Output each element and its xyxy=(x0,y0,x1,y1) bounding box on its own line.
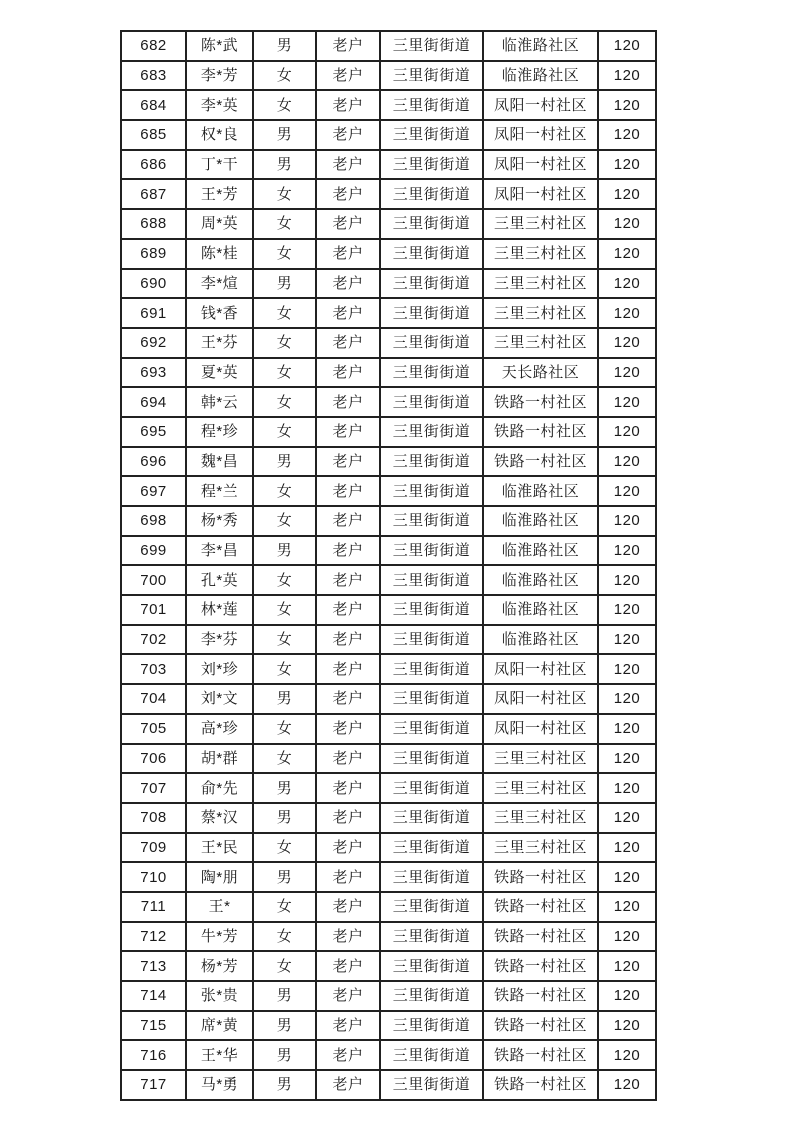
community-cell: 三里三村社区 xyxy=(483,328,598,358)
community-cell: 临淮路社区 xyxy=(483,506,598,536)
row-number-cell: 711 xyxy=(121,892,186,922)
community-cell: 凤阳一村社区 xyxy=(483,90,598,120)
street-cell: 三里街街道 xyxy=(380,120,483,150)
row-number-cell: 700 xyxy=(121,565,186,595)
household-type-cell: 老户 xyxy=(316,565,380,595)
table-row xyxy=(121,90,656,120)
name-cell: 李*芳 xyxy=(186,61,253,91)
row-number-cell: 683 xyxy=(121,61,186,91)
amount-cell: 120 xyxy=(598,625,656,655)
name-cell: 权*良 xyxy=(186,120,253,150)
street-cell: 三里街街道 xyxy=(380,951,483,981)
gender-cell: 男 xyxy=(253,1040,316,1070)
household-type-cell: 老户 xyxy=(316,595,380,625)
name-cell: 王*民 xyxy=(186,833,253,863)
household-type-cell: 老户 xyxy=(316,447,380,477)
row-number-cell: 691 xyxy=(121,298,186,328)
street-cell: 三里街街道 xyxy=(380,61,483,91)
household-type-cell: 老户 xyxy=(316,1040,380,1070)
street-cell: 三里街街道 xyxy=(380,654,483,684)
amount-cell: 120 xyxy=(598,179,656,209)
name-cell: 王*华 xyxy=(186,1040,253,1070)
amount-cell: 120 xyxy=(598,209,656,239)
community-cell: 铁路一村社区 xyxy=(483,1070,598,1100)
community-cell: 凤阳一村社区 xyxy=(483,150,598,180)
community-cell: 三里三村社区 xyxy=(483,298,598,328)
gender-cell: 女 xyxy=(253,833,316,863)
community-cell: 临淮路社区 xyxy=(483,476,598,506)
row-number-cell: 704 xyxy=(121,684,186,714)
community-cell: 凤阳一村社区 xyxy=(483,714,598,744)
street-cell: 三里街街道 xyxy=(380,239,483,269)
name-cell: 程*兰 xyxy=(186,476,253,506)
household-type-cell: 老户 xyxy=(316,892,380,922)
row-number-cell: 702 xyxy=(121,625,186,655)
household-type-cell: 老户 xyxy=(316,298,380,328)
street-cell: 三里街街道 xyxy=(380,536,483,566)
table-row xyxy=(121,981,656,1011)
community-cell: 临淮路社区 xyxy=(483,536,598,566)
table-row xyxy=(121,833,656,863)
row-number-cell: 686 xyxy=(121,150,186,180)
street-cell: 三里街街道 xyxy=(380,179,483,209)
gender-cell: 男 xyxy=(253,684,316,714)
amount-cell: 120 xyxy=(598,833,656,863)
table-row xyxy=(121,209,656,239)
amount-cell: 120 xyxy=(598,417,656,447)
amount-cell: 120 xyxy=(598,31,656,61)
table-row xyxy=(121,447,656,477)
table-row xyxy=(121,150,656,180)
row-number-cell: 713 xyxy=(121,951,186,981)
gender-cell: 女 xyxy=(253,892,316,922)
household-type-cell: 老户 xyxy=(316,90,380,120)
row-number-cell: 690 xyxy=(121,269,186,299)
name-cell: 马*勇 xyxy=(186,1070,253,1100)
table-row xyxy=(121,595,656,625)
row-number-cell: 692 xyxy=(121,328,186,358)
household-type-cell: 老户 xyxy=(316,476,380,506)
gender-cell: 女 xyxy=(253,179,316,209)
name-cell: 刘*文 xyxy=(186,684,253,714)
row-number-cell: 695 xyxy=(121,417,186,447)
household-type-cell: 老户 xyxy=(316,833,380,863)
gender-cell: 女 xyxy=(253,922,316,952)
community-cell: 三里三村社区 xyxy=(483,269,598,299)
community-cell: 三里三村社区 xyxy=(483,803,598,833)
gender-cell: 男 xyxy=(253,1011,316,1041)
street-cell: 三里街街道 xyxy=(380,625,483,655)
household-type-cell: 老户 xyxy=(316,179,380,209)
gender-cell: 女 xyxy=(253,565,316,595)
gender-cell: 男 xyxy=(253,981,316,1011)
community-cell: 临淮路社区 xyxy=(483,61,598,91)
amount-cell: 120 xyxy=(598,1040,656,1070)
name-cell: 程*珍 xyxy=(186,417,253,447)
street-cell: 三里街街道 xyxy=(380,595,483,625)
gender-cell: 女 xyxy=(253,61,316,91)
household-type-cell: 老户 xyxy=(316,773,380,803)
amount-cell: 120 xyxy=(598,269,656,299)
community-cell: 铁路一村社区 xyxy=(483,387,598,417)
household-type-cell: 老户 xyxy=(316,803,380,833)
household-type-cell: 老户 xyxy=(316,981,380,1011)
household-type-cell: 老户 xyxy=(316,61,380,91)
amount-cell: 120 xyxy=(598,298,656,328)
row-number-cell: 714 xyxy=(121,981,186,1011)
name-cell: 王*芳 xyxy=(186,179,253,209)
street-cell: 三里街街道 xyxy=(380,298,483,328)
street-cell: 三里街街道 xyxy=(380,565,483,595)
street-cell: 三里街街道 xyxy=(380,862,483,892)
community-cell: 三里三村社区 xyxy=(483,744,598,774)
gender-cell: 男 xyxy=(253,31,316,61)
community-cell: 天长路社区 xyxy=(483,358,598,388)
gender-cell: 男 xyxy=(253,150,316,180)
roster-table-body xyxy=(121,31,656,1100)
gender-cell: 女 xyxy=(253,476,316,506)
row-number-cell: 688 xyxy=(121,209,186,239)
street-cell: 三里街街道 xyxy=(380,833,483,863)
community-cell: 临淮路社区 xyxy=(483,625,598,655)
name-cell: 林*莲 xyxy=(186,595,253,625)
street-cell: 三里街街道 xyxy=(380,1040,483,1070)
gender-cell: 男 xyxy=(253,120,316,150)
row-number-cell: 684 xyxy=(121,90,186,120)
household-type-cell: 老户 xyxy=(316,922,380,952)
amount-cell: 120 xyxy=(598,536,656,566)
gender-cell: 女 xyxy=(253,209,316,239)
table-row xyxy=(121,476,656,506)
amount-cell: 120 xyxy=(598,892,656,922)
amount-cell: 120 xyxy=(598,476,656,506)
household-type-cell: 老户 xyxy=(316,120,380,150)
name-cell: 杨*秀 xyxy=(186,506,253,536)
row-number-cell: 694 xyxy=(121,387,186,417)
table-row xyxy=(121,536,656,566)
community-cell: 铁路一村社区 xyxy=(483,417,598,447)
table-row xyxy=(121,387,656,417)
name-cell: 高*珍 xyxy=(186,714,253,744)
row-number-cell: 706 xyxy=(121,744,186,774)
row-number-cell: 715 xyxy=(121,1011,186,1041)
table-row xyxy=(121,1040,656,1070)
table-row xyxy=(121,714,656,744)
street-cell: 三里街街道 xyxy=(380,803,483,833)
name-cell: 王* xyxy=(186,892,253,922)
table-row xyxy=(121,179,656,209)
row-number-cell: 693 xyxy=(121,358,186,388)
community-cell: 铁路一村社区 xyxy=(483,951,598,981)
row-number-cell: 701 xyxy=(121,595,186,625)
name-cell: 俞*先 xyxy=(186,773,253,803)
name-cell: 陈*桂 xyxy=(186,239,253,269)
table-row xyxy=(121,31,656,61)
gender-cell: 女 xyxy=(253,654,316,684)
row-number-cell: 703 xyxy=(121,654,186,684)
name-cell: 陶*朋 xyxy=(186,862,253,892)
street-cell: 三里街街道 xyxy=(380,714,483,744)
name-cell: 李*煊 xyxy=(186,269,253,299)
table-row xyxy=(121,862,656,892)
name-cell: 李*英 xyxy=(186,90,253,120)
name-cell: 陈*武 xyxy=(186,31,253,61)
name-cell: 魏*昌 xyxy=(186,447,253,477)
amount-cell: 120 xyxy=(598,862,656,892)
table-row xyxy=(121,358,656,388)
community-cell: 凤阳一村社区 xyxy=(483,120,598,150)
street-cell: 三里街街道 xyxy=(380,358,483,388)
gender-cell: 女 xyxy=(253,744,316,774)
household-type-cell: 老户 xyxy=(316,387,380,417)
name-cell: 牛*芳 xyxy=(186,922,253,952)
household-type-cell: 老户 xyxy=(316,536,380,566)
household-type-cell: 老户 xyxy=(316,625,380,655)
household-type-cell: 老户 xyxy=(316,684,380,714)
amount-cell: 120 xyxy=(598,1070,656,1100)
table-row xyxy=(121,892,656,922)
street-cell: 三里街街道 xyxy=(380,773,483,803)
household-type-cell: 老户 xyxy=(316,31,380,61)
gender-cell: 女 xyxy=(253,239,316,269)
row-number-cell: 697 xyxy=(121,476,186,506)
row-number-cell: 709 xyxy=(121,833,186,863)
name-cell: 夏*英 xyxy=(186,358,253,388)
gender-cell: 男 xyxy=(253,773,316,803)
community-cell: 临淮路社区 xyxy=(483,31,598,61)
table-row xyxy=(121,269,656,299)
amount-cell: 120 xyxy=(598,654,656,684)
amount-cell: 120 xyxy=(598,744,656,774)
name-cell: 蔡*汉 xyxy=(186,803,253,833)
name-cell: 席*黄 xyxy=(186,1011,253,1041)
gender-cell: 女 xyxy=(253,358,316,388)
amount-cell: 120 xyxy=(598,328,656,358)
table-row xyxy=(121,1011,656,1041)
street-cell: 三里街街道 xyxy=(380,684,483,714)
community-cell: 铁路一村社区 xyxy=(483,1011,598,1041)
row-number-cell: 685 xyxy=(121,120,186,150)
table-row xyxy=(121,773,656,803)
name-cell: 韩*云 xyxy=(186,387,253,417)
street-cell: 三里街街道 xyxy=(380,387,483,417)
table-row xyxy=(121,803,656,833)
gender-cell: 男 xyxy=(253,269,316,299)
amount-cell: 120 xyxy=(598,922,656,952)
amount-cell: 120 xyxy=(598,387,656,417)
household-type-cell: 老户 xyxy=(316,506,380,536)
street-cell: 三里街街道 xyxy=(380,892,483,922)
row-number-cell: 682 xyxy=(121,31,186,61)
amount-cell: 120 xyxy=(598,150,656,180)
table-row xyxy=(121,1070,656,1100)
name-cell: 孔*英 xyxy=(186,565,253,595)
gender-cell: 女 xyxy=(253,595,316,625)
row-number-cell: 716 xyxy=(121,1040,186,1070)
street-cell: 三里街街道 xyxy=(380,981,483,1011)
street-cell: 三里街街道 xyxy=(380,417,483,447)
household-type-cell: 老户 xyxy=(316,269,380,299)
gender-cell: 女 xyxy=(253,951,316,981)
gender-cell: 女 xyxy=(253,387,316,417)
amount-cell: 120 xyxy=(598,565,656,595)
household-type-cell: 老户 xyxy=(316,654,380,684)
street-cell: 三里街街道 xyxy=(380,476,483,506)
amount-cell: 120 xyxy=(598,684,656,714)
name-cell: 丁*干 xyxy=(186,150,253,180)
name-cell: 张*贵 xyxy=(186,981,253,1011)
street-cell: 三里街街道 xyxy=(380,1070,483,1100)
gender-cell: 男 xyxy=(253,447,316,477)
gender-cell: 男 xyxy=(253,536,316,566)
amount-cell: 120 xyxy=(598,447,656,477)
household-type-cell: 老户 xyxy=(316,150,380,180)
gender-cell: 女 xyxy=(253,328,316,358)
table-row xyxy=(121,565,656,595)
amount-cell: 120 xyxy=(598,61,656,91)
street-cell: 三里街街道 xyxy=(380,209,483,239)
gender-cell: 男 xyxy=(253,1070,316,1100)
household-type-cell: 老户 xyxy=(316,209,380,239)
community-cell: 三里三村社区 xyxy=(483,833,598,863)
amount-cell: 120 xyxy=(598,506,656,536)
street-cell: 三里街街道 xyxy=(380,269,483,299)
table-row xyxy=(121,61,656,91)
community-cell: 铁路一村社区 xyxy=(483,447,598,477)
table-row xyxy=(121,684,656,714)
name-cell: 刘*珍 xyxy=(186,654,253,684)
name-cell: 杨*芳 xyxy=(186,951,253,981)
name-cell: 钱*香 xyxy=(186,298,253,328)
gender-cell: 女 xyxy=(253,506,316,536)
gender-cell: 男 xyxy=(253,803,316,833)
table-row xyxy=(121,506,656,536)
amount-cell: 120 xyxy=(598,90,656,120)
street-cell: 三里街街道 xyxy=(380,506,483,536)
household-type-cell: 老户 xyxy=(316,417,380,447)
community-cell: 三里三村社区 xyxy=(483,209,598,239)
street-cell: 三里街街道 xyxy=(380,150,483,180)
table-row xyxy=(121,298,656,328)
table-row xyxy=(121,417,656,447)
row-number-cell: 708 xyxy=(121,803,186,833)
amount-cell: 120 xyxy=(598,773,656,803)
amount-cell: 120 xyxy=(598,358,656,388)
row-number-cell: 696 xyxy=(121,447,186,477)
table-row xyxy=(121,328,656,358)
gender-cell: 女 xyxy=(253,625,316,655)
name-cell: 胡*群 xyxy=(186,744,253,774)
table-row xyxy=(121,744,656,774)
amount-cell: 120 xyxy=(598,120,656,150)
gender-cell: 女 xyxy=(253,417,316,447)
community-cell: 铁路一村社区 xyxy=(483,862,598,892)
row-number-cell: 705 xyxy=(121,714,186,744)
amount-cell: 120 xyxy=(598,1011,656,1041)
household-type-cell: 老户 xyxy=(316,744,380,774)
household-type-cell: 老户 xyxy=(316,328,380,358)
household-type-cell: 老户 xyxy=(316,239,380,269)
name-cell: 周*英 xyxy=(186,209,253,239)
row-number-cell: 710 xyxy=(121,862,186,892)
name-cell: 王*芬 xyxy=(186,328,253,358)
name-cell: 李*昌 xyxy=(186,536,253,566)
community-cell: 凤阳一村社区 xyxy=(483,654,598,684)
name-cell: 李*芬 xyxy=(186,625,253,655)
amount-cell: 120 xyxy=(598,981,656,1011)
community-cell: 铁路一村社区 xyxy=(483,981,598,1011)
amount-cell: 120 xyxy=(598,239,656,269)
community-cell: 临淮路社区 xyxy=(483,565,598,595)
household-type-cell: 老户 xyxy=(316,714,380,744)
row-number-cell: 707 xyxy=(121,773,186,803)
row-number-cell: 698 xyxy=(121,506,186,536)
household-type-cell: 老户 xyxy=(316,862,380,892)
community-cell: 铁路一村社区 xyxy=(483,892,598,922)
amount-cell: 120 xyxy=(598,951,656,981)
row-number-cell: 699 xyxy=(121,536,186,566)
table-row xyxy=(121,654,656,684)
gender-cell: 男 xyxy=(253,862,316,892)
row-number-cell: 687 xyxy=(121,179,186,209)
street-cell: 三里街街道 xyxy=(380,447,483,477)
row-number-cell: 712 xyxy=(121,922,186,952)
community-cell: 铁路一村社区 xyxy=(483,1040,598,1070)
table-row xyxy=(121,120,656,150)
street-cell: 三里街街道 xyxy=(380,1011,483,1041)
community-cell: 三里三村社区 xyxy=(483,773,598,803)
household-type-cell: 老户 xyxy=(316,1070,380,1100)
amount-cell: 120 xyxy=(598,595,656,625)
gender-cell: 女 xyxy=(253,714,316,744)
street-cell: 三里街街道 xyxy=(380,922,483,952)
table-row xyxy=(121,625,656,655)
row-number-cell: 689 xyxy=(121,239,186,269)
roster-table xyxy=(120,30,657,1101)
community-cell: 三里三村社区 xyxy=(483,239,598,269)
amount-cell: 120 xyxy=(598,714,656,744)
community-cell: 铁路一村社区 xyxy=(483,922,598,952)
community-cell: 临淮路社区 xyxy=(483,595,598,625)
street-cell: 三里街街道 xyxy=(380,328,483,358)
table-row xyxy=(121,239,656,269)
street-cell: 三里街街道 xyxy=(380,31,483,61)
household-type-cell: 老户 xyxy=(316,1011,380,1041)
household-type-cell: 老户 xyxy=(316,951,380,981)
amount-cell: 120 xyxy=(598,803,656,833)
gender-cell: 女 xyxy=(253,298,316,328)
table-row xyxy=(121,951,656,981)
row-number-cell: 717 xyxy=(121,1070,186,1100)
household-type-cell: 老户 xyxy=(316,358,380,388)
table-row xyxy=(121,922,656,952)
street-cell: 三里街街道 xyxy=(380,744,483,774)
street-cell: 三里街街道 xyxy=(380,90,483,120)
community-cell: 凤阳一村社区 xyxy=(483,684,598,714)
gender-cell: 女 xyxy=(253,90,316,120)
community-cell: 凤阳一村社区 xyxy=(483,179,598,209)
